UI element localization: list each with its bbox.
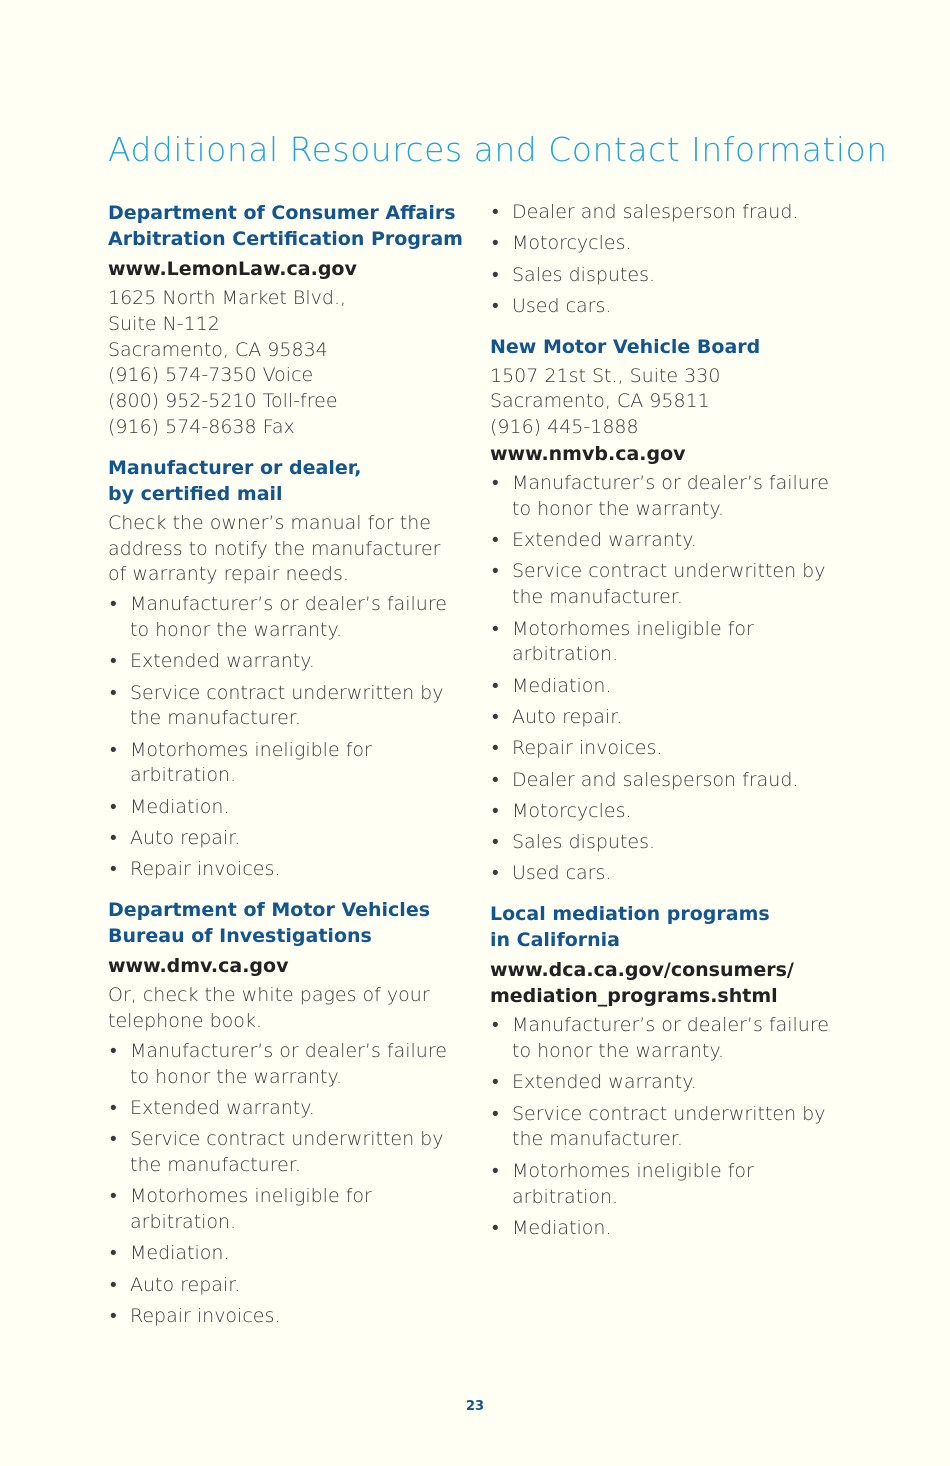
continued-section <box>490 200 850 320</box>
list-item: • Sales disputes. <box>490 830 850 856</box>
list-item: • Used cars. <box>490 861 850 887</box>
right-column <box>490 200 850 1256</box>
dmv-body: Or, check the white pages of your telephone book. <box>108 984 430 1032</box>
list-item: • Motorcycles. <box>490 799 850 825</box>
dca-address: 1625 North Market Blvd., Suite N-112 Sacramento, CA 95834 (916) 574-7350 Voice (800) 952-5210 Toll-free (916) 574-8638 Fax <box>108 287 347 438</box>
list-item: • Dealer and salesperson fraud. <box>490 768 850 794</box>
list-item: • Mediation. <box>490 1216 850 1242</box>
list-item: • Service contract underwritten by the manufacturer. <box>108 681 468 733</box>
list-item: • Manufacturer’s or dealer’s failure to honor the warranty. <box>490 471 850 523</box>
list-item: • Repair invoices. <box>490 736 850 762</box>
dmv-section <box>108 897 468 1330</box>
list-item: • Sales disputes. <box>490 263 850 289</box>
continued-bullet-list <box>490 200 850 320</box>
dmv-url-link[interactable]: www.dmv.ca.gov <box>108 955 289 978</box>
list-item: • Extended warranty. <box>490 528 850 554</box>
dca-heading: Department of Consumer Affairs Arbitration Certification Program <box>108 202 463 250</box>
nmvb-section <box>490 334 850 888</box>
manufacturer-bullet-list <box>108 592 468 883</box>
manufacturer-body: Check the owner’s manual for the address to notify the manufacturer of warranty repair needs. <box>108 511 441 586</box>
dmv-heading: Department of Motor Vehicles Bureau of Investigations <box>108 899 431 948</box>
list-item: • Mediation. <box>108 1241 468 1267</box>
manufacturer-heading: Manufacturer or dealer, by certified mail <box>108 456 362 505</box>
list-item: • Service contract underwritten by the manufacturer. <box>490 1102 850 1154</box>
mediation-heading: Local mediation programs in California <box>490 903 770 952</box>
list-item: • Repair invoices. <box>108 857 468 883</box>
dca-url-link[interactable]: www.LemonLaw.ca.gov <box>108 258 357 280</box>
list-item: • Motorhomes ineligible for arbitration. <box>108 1184 468 1236</box>
list-item: • Extended warranty. <box>108 649 468 675</box>
mediation-url-link[interactable]: www.dca.ca.gov/consumers/ mediation_programs.shtml <box>490 959 794 1008</box>
list-item: • Auto repair. <box>108 826 468 852</box>
page-title: Additional Resources and Contact Information <box>108 130 888 169</box>
list-item: • Used cars. <box>490 294 850 320</box>
nmvb-url-link[interactable]: www.nmvb.ca.gov <box>490 443 686 466</box>
nmvb-bullet-list <box>490 471 850 887</box>
list-item: • Motorhomes ineligible for arbitration. <box>108 738 468 790</box>
list-item: • Service contract underwritten by the manufacturer. <box>108 1127 468 1179</box>
mediation-bullet-list <box>490 1013 850 1241</box>
list-item: • Manufacturer’s or dealer’s failure to honor the warranty. <box>108 1039 468 1091</box>
list-item: • Extended warranty. <box>490 1070 850 1096</box>
list-item: • Extended warranty. <box>108 1096 468 1122</box>
list-item: • Auto repair. <box>490 705 850 731</box>
list-item: • Dealer and salesperson fraud. <box>490 200 850 226</box>
nmvb-heading: New Motor Vehicle Board <box>490 335 761 358</box>
list-item: • Auto repair. <box>108 1273 468 1299</box>
dca-section <box>108 200 468 441</box>
list-item: • Motorhomes ineligible for arbitration. <box>490 617 850 669</box>
list-item: • Manufacturer’s or dealer’s failure to honor the warranty. <box>108 592 468 644</box>
nmvb-address: 1507 21st St., Suite 330 Sacramento, CA 95811 (916) 445-1888 <box>490 364 721 439</box>
list-item: • Mediation. <box>490 674 850 700</box>
list-item: • Motorhomes ineligible for arbitration. <box>490 1159 850 1211</box>
list-item: • Manufacturer’s or dealer’s failure to honor the warranty. <box>490 1013 850 1065</box>
manufacturer-section <box>108 455 468 883</box>
mediation-section <box>490 901 850 1241</box>
list-item: • Motorcycles. <box>490 231 850 257</box>
list-item: • Repair invoices. <box>108 1304 468 1330</box>
dmv-bullet-list <box>108 1039 468 1330</box>
left-column <box>108 200 468 1344</box>
list-item: • Service contract underwritten by the manufacturer. <box>490 559 850 611</box>
list-item: • Mediation. <box>108 795 468 821</box>
page-number: 23 <box>465 1399 485 1414</box>
